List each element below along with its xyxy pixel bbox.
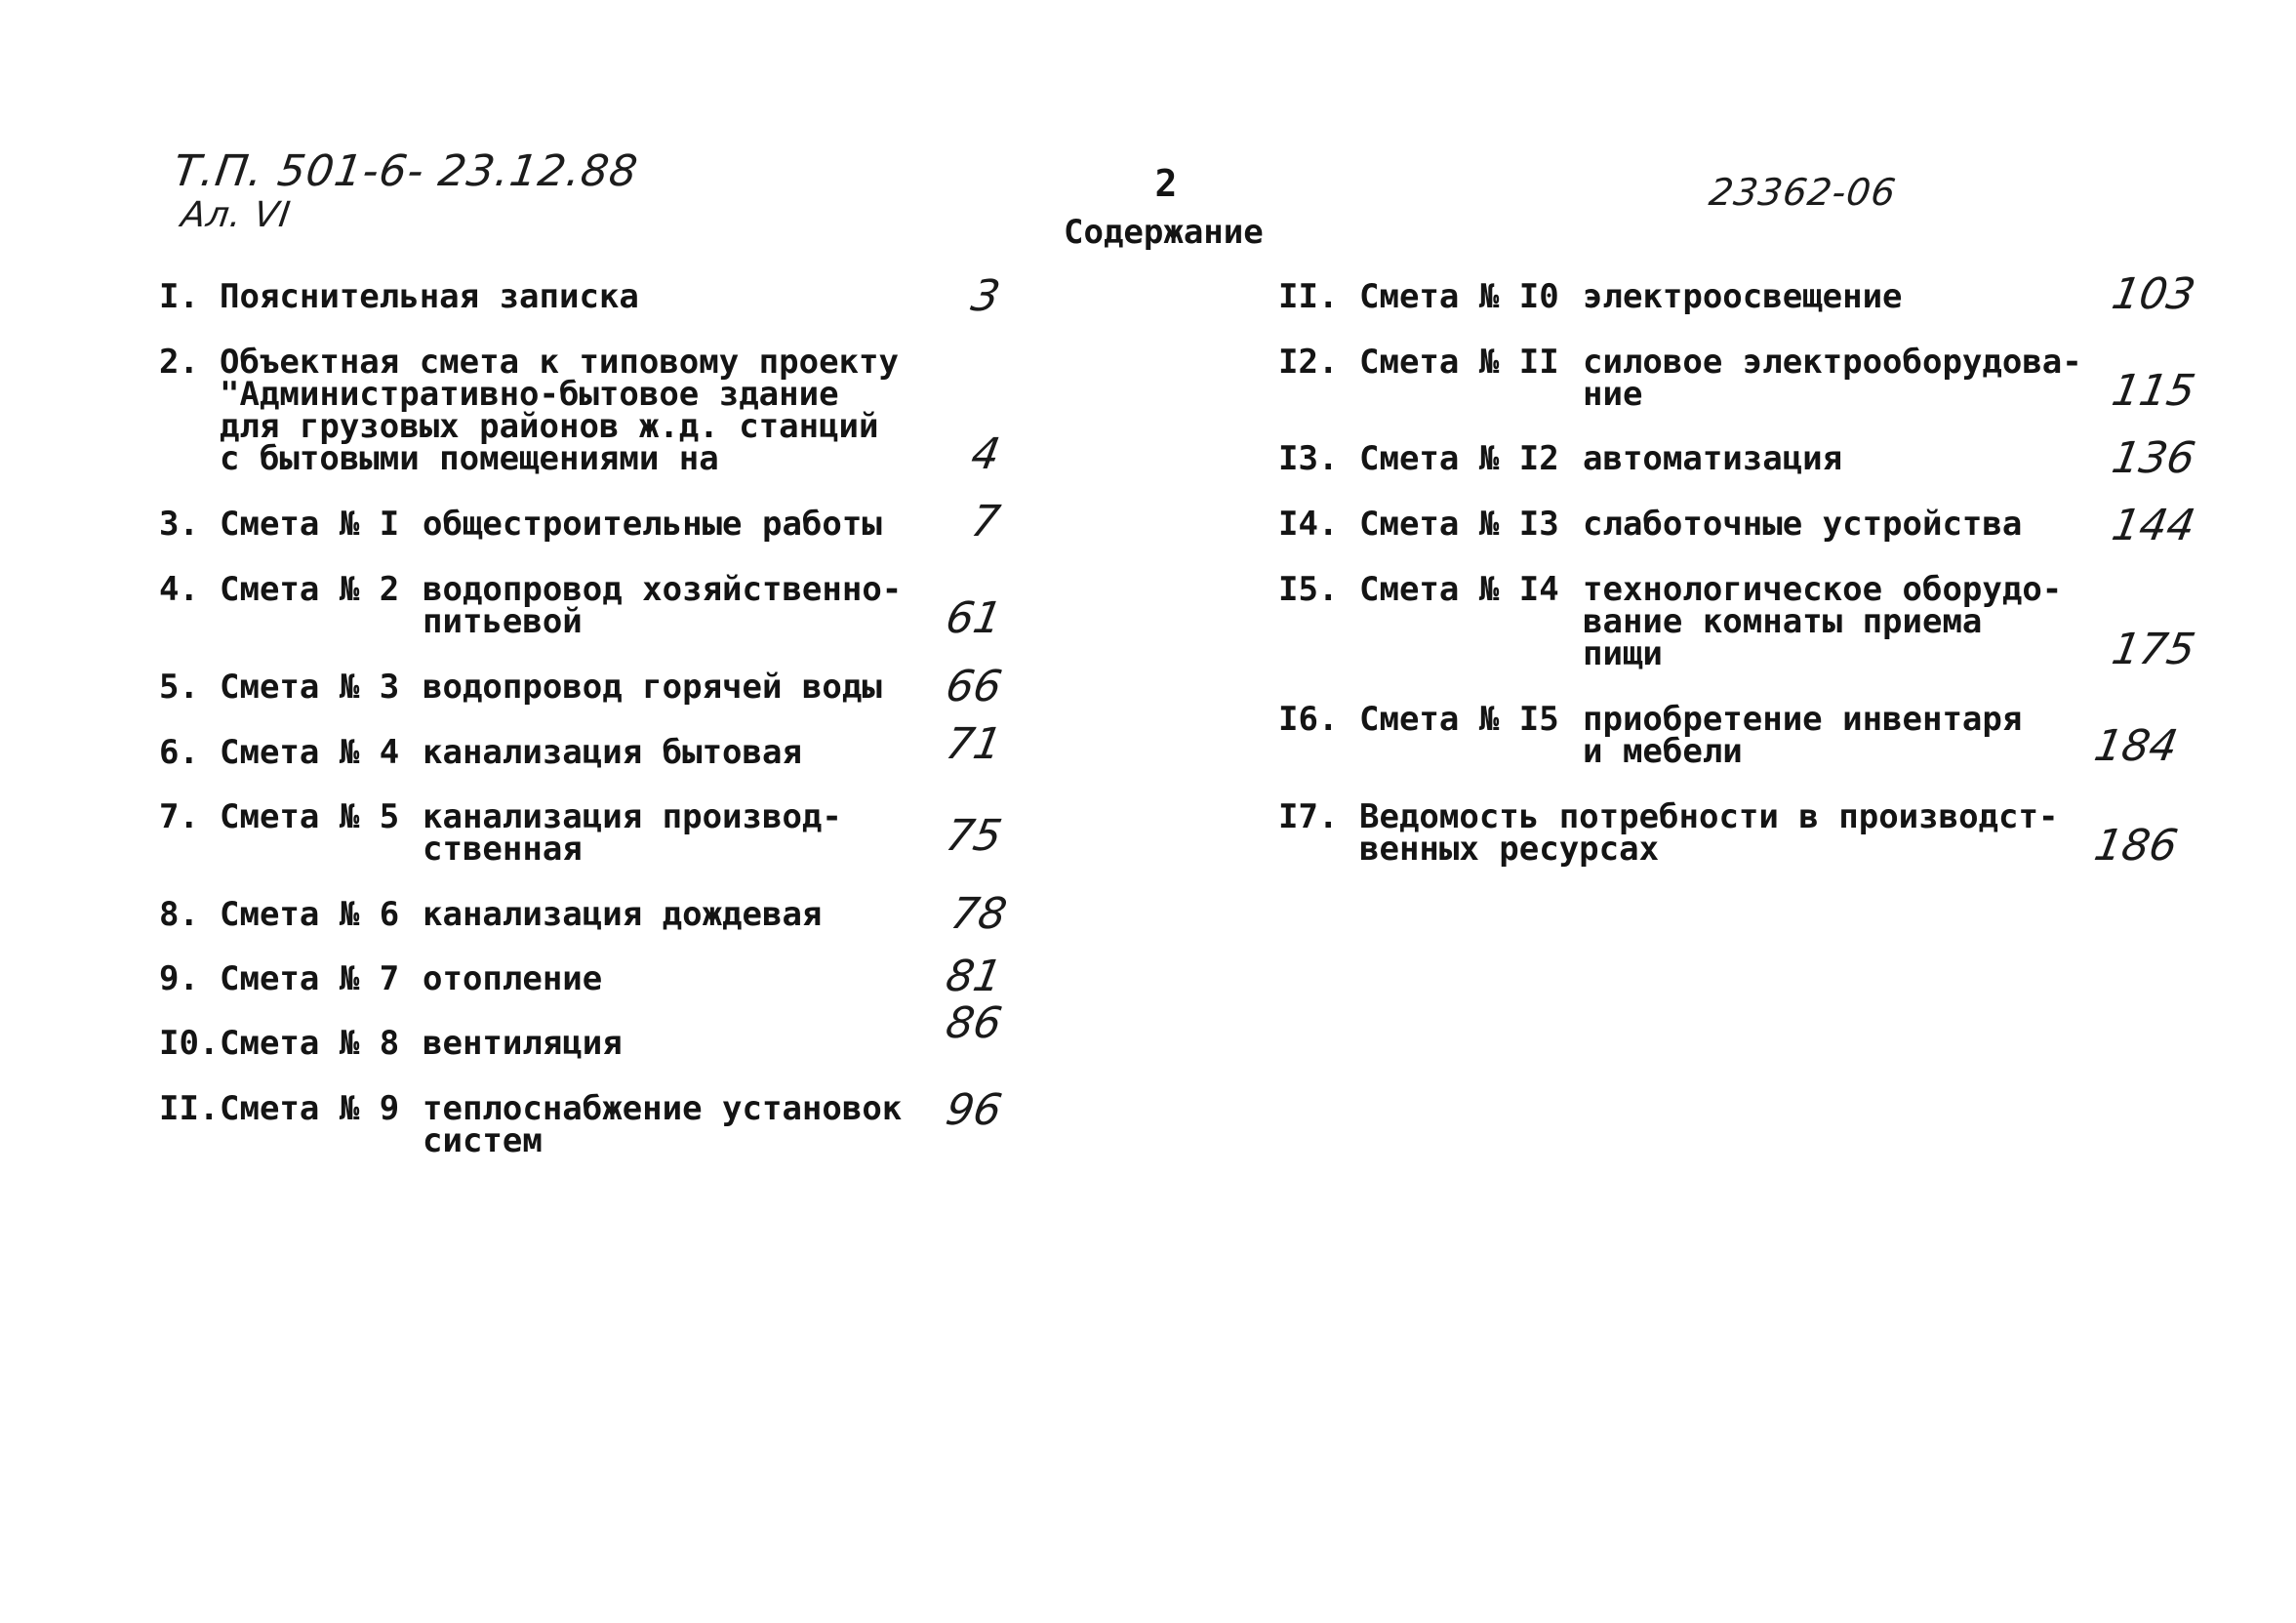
entry-text: водопровод хозяйственно- питьевой [423,570,903,641]
entry-number: I7. [1278,797,1339,836]
document-number: 23362-06 [1706,171,1900,214]
entry-label: Смета № 2 [220,570,400,609]
entry-label: Смета № I5 [1359,700,1559,739]
entry-text: отопление [423,959,603,998]
entry-page: 136 [2108,433,2199,483]
entry-label: Смета № 9 [220,1089,400,1128]
entry-text: канализация бытовая [423,733,802,772]
entry-text: электроосвещение [1583,277,1903,316]
entry-text: вентиляция [423,1024,623,1063]
entry-label: Смета № 4 [220,733,400,772]
entry-text: Ведомость потребности в производст- венных ресурсах [1359,797,2059,869]
entry-page: 96 [942,1085,1006,1135]
entry-number: I6. [1278,700,1339,739]
entry-number: II. [159,1089,220,1128]
entry-page: 75 [942,811,1006,861]
entry-label: Смета № 6 [220,895,400,934]
entry-number: I3. [1278,439,1339,478]
entry-page: 3 [967,271,1004,321]
entry-page: 7 [967,497,1004,547]
album-volume: Ал. VI [179,195,294,235]
entry-label: Смета № II [1359,343,1559,382]
entry-label: Смета № 3 [220,668,400,707]
entry-number: I4. [1278,505,1339,544]
entry-number: 4. [159,570,199,609]
entry-text: автоматизация [1583,439,1843,478]
entry-page: 71 [942,719,1006,769]
entry-page: 186 [2090,821,2182,871]
entry-page: 184 [2090,721,2182,771]
entry-text: приобретение инвентаря и мебели [1583,700,2023,771]
entry-label: Смета № I4 [1359,570,1559,609]
entry-text: канализация дождевая [423,895,823,934]
entry-number: I5. [1278,570,1339,609]
entry-number: II. [1278,277,1339,316]
entry-page: 115 [2108,366,2199,416]
page-number: 2 [1154,162,1178,205]
entry-page: 86 [942,998,1006,1048]
entry-number: 2. [159,343,199,382]
entry-label: Смета № 7 [220,959,400,998]
entry-text: теплоснабжение установок систем [423,1089,903,1160]
entry-label: Смета № 5 [220,797,400,836]
entry-number: 8. [159,895,199,934]
entry-text: силовое электрооборудова- ние [1583,343,2082,414]
entry-number: I2. [1278,343,1339,382]
entry-number: 7. [159,797,199,836]
entry-label: Смета № 8 [220,1024,400,1063]
entry-page: 81 [942,952,1006,1001]
entry-page: 66 [942,662,1006,711]
entry-text: технологическое оборудо- вание комнаты приема пищи [1583,570,2063,673]
entry-text: водопровод горячей воды [423,668,882,707]
entry-number: I. [159,277,199,316]
entry-text: канализация производ- ственная [423,797,842,869]
entry-text: общестроительные работы [423,505,882,544]
entry-page: 78 [947,889,1011,939]
entry-number: 9. [159,959,199,998]
entry-number: I0. [159,1024,220,1063]
entry-label: Смета № I0 [1359,277,1559,316]
entry-label: Смета № I2 [1359,439,1559,478]
entry-page: 175 [2108,625,2199,674]
entry-text: Объектная смета к типовому проекту "Административно-бытовое здание для грузовых районов ж.д. станций с бытовыми помещениями на [220,343,899,478]
entry-text: слаботочные устройства [1583,505,2023,544]
entry-text: Пояснительная записка [220,277,639,316]
entry-label: Смета № I [220,505,400,544]
entry-number: 5. [159,668,199,707]
contents-title: Содержание [1064,213,1264,252]
entry-label: Смета № I3 [1359,505,1559,544]
entry-page: 144 [2108,501,2199,550]
entry-page: 103 [2108,269,2199,319]
entry-number: 3. [159,505,199,544]
album-reference: Т.П. 501-6- 23.12.88 [170,146,642,196]
entry-page: 61 [942,593,1006,643]
entry-page: 4 [967,429,1004,479]
entry-number: 6. [159,733,199,772]
